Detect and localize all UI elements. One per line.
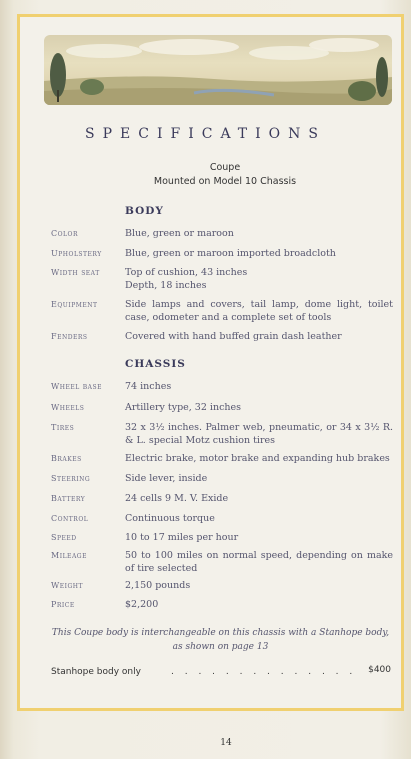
spec-label: Equipment — [51, 300, 98, 309]
spec-value: 32 x 3½ inches. Palmer web, pneumatic, or 34 x 3½ R. & L. special Motz cushion tires — [125, 422, 393, 446]
leader-dots: . . . . . . . . . . . . . . — [171, 667, 357, 677]
chassis-section-heading: CHASSIS — [125, 358, 186, 370]
spec-value: Top of cushion, 43 inches — [125, 267, 248, 278]
spec-label: Steering — [51, 474, 91, 483]
spec-label: Control — [51, 514, 89, 523]
page-number: 14 — [220, 738, 232, 748]
body-section-heading: BODY — [125, 205, 164, 217]
spec-label: Battery — [51, 494, 86, 503]
spec-value: 2,150 pounds — [125, 580, 191, 591]
spec-value: Covered with hand buffed grain dash leather — [125, 331, 342, 342]
spec-label: Color — [51, 229, 78, 238]
spec-label: Wheels — [51, 403, 85, 412]
spec-value: Side lever, inside — [125, 473, 208, 484]
stanhope-price: $400 — [368, 665, 391, 675]
spec-value: Blue, green or maroon — [125, 228, 234, 239]
landscape-illustration — [44, 35, 392, 105]
spec-value: 10 to 17 miles per hour — [125, 532, 239, 543]
spec-value: Blue, green or maroon imported broadcloth — [125, 248, 336, 259]
spec-label: Upholstery — [51, 249, 102, 258]
spec-value: 74 inches — [125, 381, 172, 392]
spec-value: $2,200 — [125, 599, 159, 610]
spec-label: Tires — [51, 423, 75, 432]
spec-value: Side lamps and covers, tail lamp, dome light, toilet case, odometer and a complete set of tools — [125, 299, 393, 323]
spec-value: 24 cells 9 M. V. Exide — [125, 493, 229, 504]
interchangeable-note: This Coupe body is interchangeable on this chassis with a Stanhope body, as shown on page 13 — [51, 628, 390, 652]
spec-label: Wheel base — [51, 382, 102, 391]
spec-label: Price — [51, 600, 75, 609]
spec-value: Electric brake, motor brake and expanding hub brakes — [125, 453, 390, 464]
spec-label: Weight — [51, 581, 84, 590]
spec-label: Speed — [51, 533, 77, 542]
spec-value-secondary: Depth, 18 inches — [125, 280, 207, 291]
model-name: Coupe — [209, 162, 241, 173]
spec-label: Mileage — [51, 551, 87, 560]
spec-label: Fenders — [51, 332, 88, 341]
spec-value: Continuous torque — [125, 513, 215, 524]
spec-value: Artillery type, 32 inches — [125, 402, 242, 413]
stanhope-label: Stanhope body only — [51, 667, 141, 677]
stanhope-price-line — [51, 667, 391, 677]
spec-label: Brakes — [51, 454, 82, 463]
spec-value: 50 to 100 miles on normal speed, depending on make of tire selected — [125, 550, 393, 574]
spec-label: Width seat — [51, 268, 100, 277]
chassis-subtitle: Mounted on Model 10 Chassis — [153, 176, 297, 187]
page-title: SPECIFICATIONS — [85, 126, 326, 142]
